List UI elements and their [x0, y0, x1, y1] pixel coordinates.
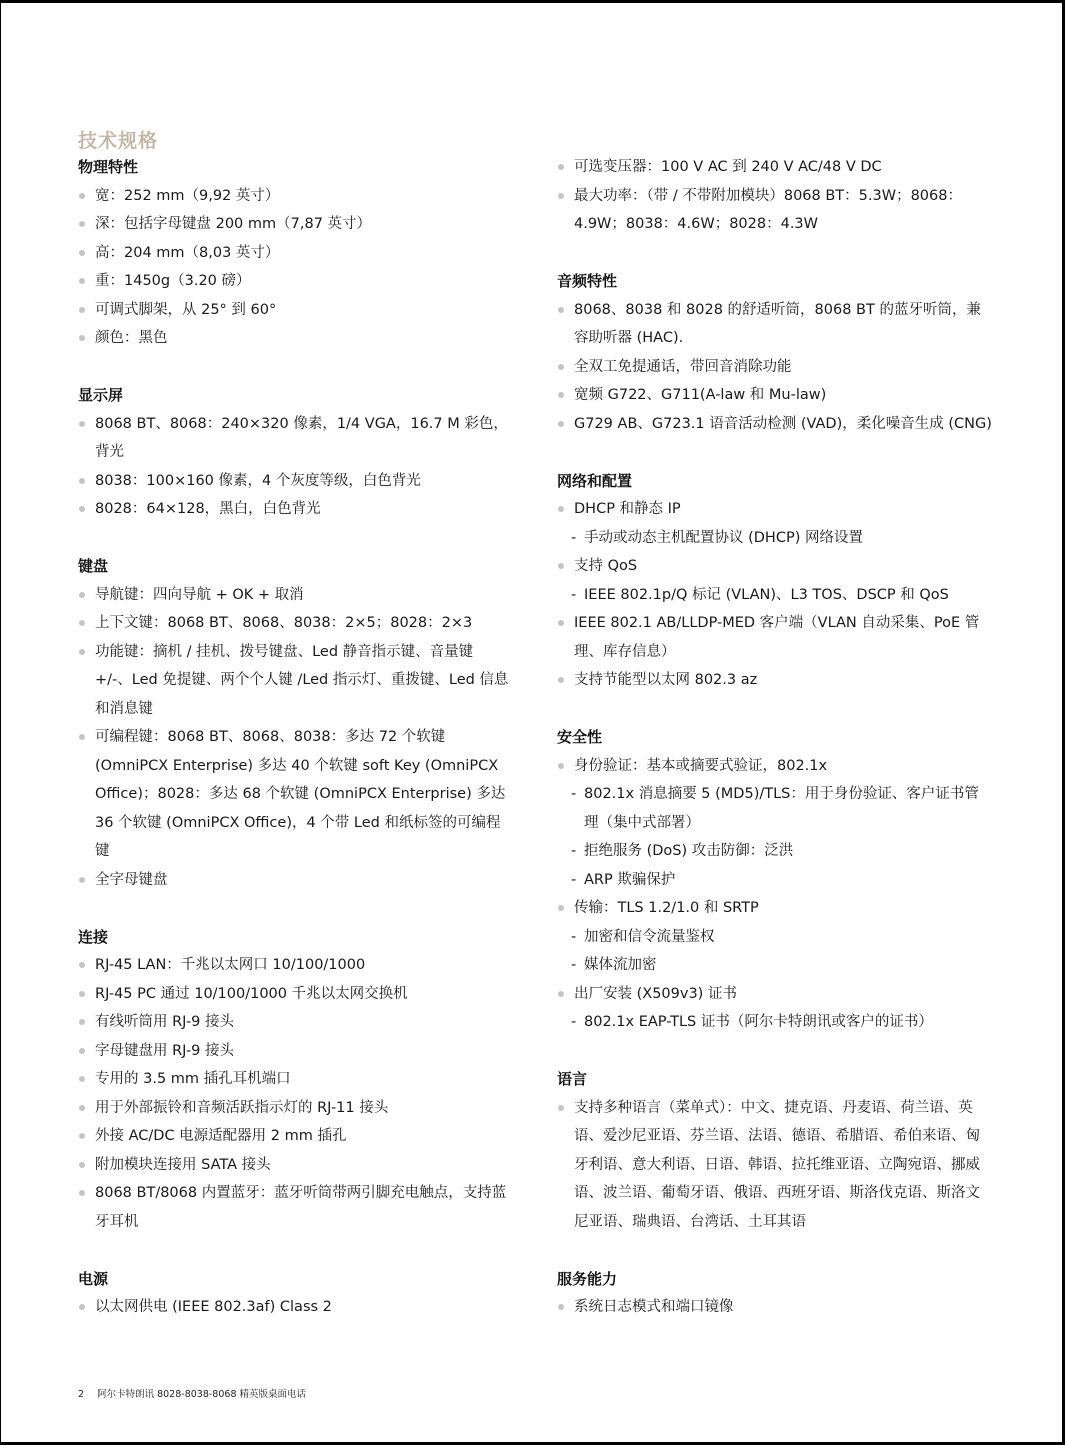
- spec-section: [557, 267, 993, 438]
- spec-section: [78, 552, 514, 894]
- spec-item: RJ-45 LAN：千兆以太网口 10/100/1000: [78, 951, 514, 980]
- spec-item: 出厂安装 (X509v3) 证书: [557, 980, 993, 1009]
- spec-item: 导航键：四向导航 + OK + 取消: [78, 581, 514, 610]
- spec-item: IEEE 802.1 AB/LLDP-MED 客户端（VLAN 自动采集、PoE 管理、库存信息）: [557, 609, 993, 666]
- spec-section: [557, 1065, 993, 1236]
- spec-item: 8038：100×160 像素，4 个灰度等级，白色背光: [78, 467, 514, 496]
- spec-item: 全双工免提通话，带回音消除功能: [557, 353, 993, 382]
- section-heading: 电源: [78, 1269, 109, 1288]
- spec-section: [78, 923, 514, 1237]
- section-heading: 服务能力: [557, 1269, 618, 1288]
- spec-item: 身份验证：基本或摘要式验证，802.1x: [557, 752, 993, 781]
- section-heading: 键盘: [78, 557, 109, 575]
- spec-item: 8068 BT/8068 内置蓝牙：蓝牙听筒带两引脚充电触点，支持蓝牙耳机: [78, 1179, 514, 1236]
- spec-list: [557, 1293, 993, 1322]
- spec-list: [78, 1293, 514, 1322]
- spec-list: [557, 153, 993, 239]
- spec-sub-item: - 802.1x 消息摘要 5 (MD5)/TLS：用于身份验证、客户证书管理（集中式部署）: [557, 780, 993, 837]
- spec-item: 支持 QoS: [557, 552, 993, 581]
- spec-list: [557, 495, 993, 695]
- section-heading: 网络和配置: [557, 471, 633, 490]
- spec-item: 传输：TLS 1.2/1.0 和 SRTP: [557, 894, 993, 923]
- spec-section: [78, 1265, 514, 1322]
- spec-item: 附加模块连接用 SATA 接头: [78, 1151, 514, 1180]
- section-heading: 显示屏: [78, 386, 124, 404]
- spec-item: 有线听筒用 RJ-9 接头: [78, 1008, 514, 1037]
- spec-item: 全字母键盘: [78, 866, 514, 895]
- spec-item: 宽：252 mm（9,92 英寸）: [78, 182, 514, 211]
- section-heading: 物理特性: [78, 158, 139, 176]
- spec-list: [78, 951, 514, 1236]
- spec-sub-item: - 手动或动态主机配置协议 (DHCP) 网络设置: [557, 524, 993, 553]
- spec-section: [78, 381, 514, 524]
- spec-item: 以太网供电 (IEEE 802.3af) Class 2: [78, 1293, 514, 1322]
- spec-item: DHCP 和静态 IP: [557, 495, 993, 524]
- spec-item: 高：204 mm（8,03 英寸）: [78, 239, 514, 268]
- spec-item: 8028：64×128，黑白，白色背光: [78, 495, 514, 524]
- spec-section: [78, 153, 514, 353]
- spec-sub-item: - ARP 欺骗保护: [557, 866, 993, 895]
- left-column: [78, 153, 514, 1350]
- spec-sub-item: - 加密和信令流量鉴权: [557, 923, 993, 952]
- spec-item: 可选变压器：100 V AC 到 240 V AC/48 V DC: [557, 153, 993, 182]
- section-heading: 音频特性: [557, 272, 618, 290]
- spec-item: 宽频 G722、G711(A-law 和 Mu-law): [557, 381, 993, 410]
- spec-list: [557, 1094, 993, 1237]
- spec-item: 系统日志模式和端口镜像: [557, 1293, 993, 1322]
- page-number: 2: [78, 1389, 85, 1400]
- spec-sub-item: - 802.1x EAP-TLS 证书（阿尔卡特朗讯或客户的证书）: [557, 1008, 993, 1037]
- spec-section: [557, 153, 993, 239]
- page-title: 技术规格: [78, 130, 159, 152]
- spec-item: 可调式脚架，从 25° 到 60°: [78, 296, 514, 325]
- right-column: [557, 153, 993, 1350]
- spec-item: 上下文键：8068 BT、8068、8038：2×5；8028：2×3: [78, 609, 514, 638]
- spec-list: [557, 752, 993, 1037]
- spec-item: 8068 BT、8068：240×320 像素，1/4 VGA，16.7 M 彩色，背光: [78, 410, 514, 467]
- spec-item: 字母键盘用 RJ-9 接头: [78, 1037, 514, 1066]
- spec-item: RJ-45 PC 通过 10/100/1000 千兆以太网交换机: [78, 980, 514, 1009]
- spec-item: 专用的 3.5 mm 插孔耳机端口: [78, 1065, 514, 1094]
- footer-text: 阿尔卡特朗讯 8028-8038-8068 精英版桌面电话: [97, 1389, 307, 1400]
- spec-item: 用于外部振铃和音频活跃指示灯的 RJ-11 接头: [78, 1094, 514, 1123]
- spec-item: 颜色：黑色: [78, 324, 514, 353]
- spec-sub-item: - IEEE 802.1p/Q 标记 (VLAN)、L3 TOS、DSCP 和 QoS: [557, 581, 993, 610]
- spec-section: [557, 723, 993, 1037]
- spec-section: [557, 1265, 993, 1322]
- spec-section: [557, 467, 993, 695]
- spec-list: [78, 581, 514, 895]
- spec-item: 功能键：摘机 / 挂机、拨号键盘、Led 静音指示键、音量键 +/-、Led 免提键、两个个人键 /Led 指示灯、重拨键、Led 信息和消息键: [78, 638, 514, 724]
- spec-sub-item: - 拒绝服务 (DoS) 攻击防御：泛洪: [557, 837, 993, 866]
- spec-item: 8068、8038 和 8028 的舒适听筒，8068 BT 的蓝牙听筒，兼容助听器 (HAC).: [557, 296, 993, 353]
- spec-item: 支持节能型以太网 802.3 az: [557, 666, 993, 695]
- spec-item: G729 AB、G723.1 语音活动检测 (VAD)，柔化噪音生成 (CNG): [557, 410, 993, 439]
- spec-list: [78, 410, 514, 524]
- spec-item: 支持多种语言（菜单式）：中文、捷克语、丹麦语、荷兰语、英语、爱沙尼亚语、芬兰语、法语、德语、希腊语、希伯来语、匈牙利语、意大利语、日语、韩语、拉托维亚语、立陶宛语、挪威语、波兰语、葡萄牙语、俄语、西班牙语、斯洛伐克语、斯洛文尼亚语、瑞典语、台湾话、土耳其语: [557, 1094, 993, 1237]
- spec-item: 最大功率：（带 / 不带附加模块）8068 BT：5.3W；8068：4.9W；8038：4.6W；8028：4.3W: [557, 182, 993, 239]
- spec-item: 外接 AC/DC 电源适配器用 2 mm 插孔: [78, 1122, 514, 1151]
- page-footer: [78, 1386, 306, 1400]
- spec-list: [557, 296, 993, 439]
- spec-item: 可编程键：8068 BT、8068、8038：多达 72 个软键 (OmniPCX Enterprise) 多达 40 个软键 soft Key (OmniPCX Office)；8028：多达 68 个软键 (OmniPCX Enterprise) 多达 36 个软键 (OmniPCX Office)，4 个带 Led 和纸标签的可编程键: [78, 723, 514, 866]
- spec-sub-item: - 媒体流加密: [557, 951, 993, 980]
- section-heading: 连接: [78, 927, 109, 946]
- section-heading: 安全性: [557, 728, 603, 746]
- spec-item: 重：1450g（3.20 磅）: [78, 267, 514, 296]
- spec-list: [78, 182, 514, 353]
- section-heading: 语言: [557, 1070, 588, 1088]
- spec-item: 深：包括字母键盘 200 mm（7,87 英寸）: [78, 210, 514, 239]
